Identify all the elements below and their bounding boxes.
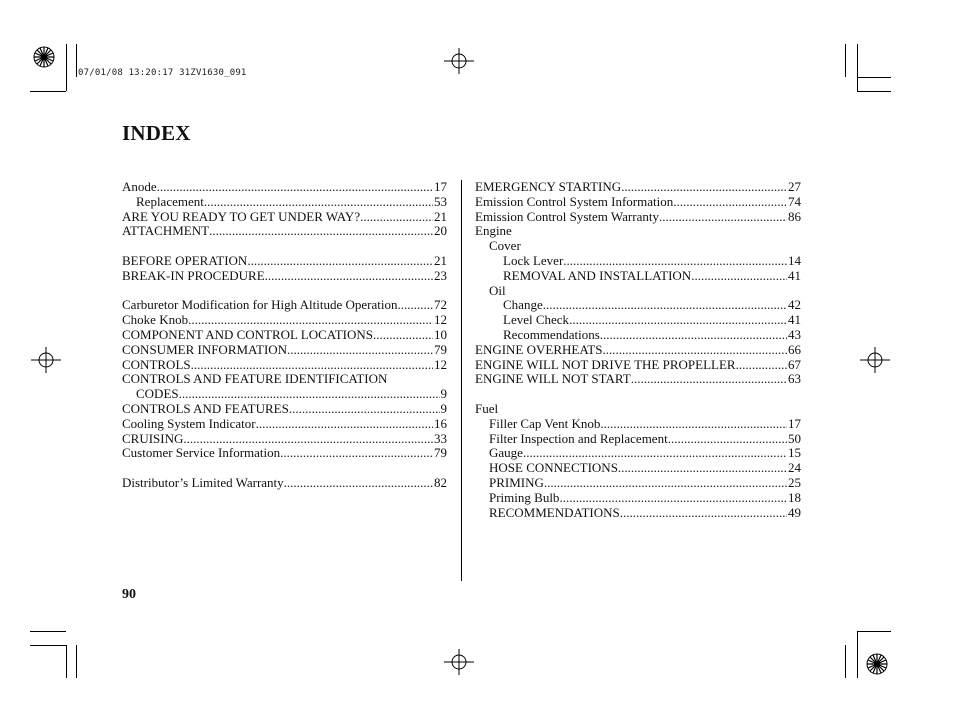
index-entry-page: 49	[788, 504, 801, 520]
index-entry-label: Cooling System Indicator	[122, 415, 256, 431]
index-entry-label: Change	[503, 297, 543, 313]
index-entry-page: 21	[434, 208, 447, 224]
crop-mark-line	[845, 44, 846, 77]
registration-crosshair-icon	[444, 48, 474, 74]
index-entry-page: 21	[434, 252, 447, 268]
registration-starburst-icon	[866, 653, 888, 675]
dot-leader	[157, 180, 433, 195]
dot-leader	[543, 298, 787, 313]
index-entry	[475, 210, 801, 225]
index-entry	[475, 180, 801, 195]
dot-leader	[620, 506, 787, 521]
crop-mark-line	[845, 645, 846, 678]
index-entry	[475, 491, 801, 506]
crop-mark-line	[857, 91, 891, 92]
index-entry-page: 9	[440, 400, 447, 416]
index-entry-page: 17	[434, 179, 447, 194]
index-entry-page: 72	[434, 297, 447, 313]
index-heading: Engine	[475, 223, 512, 239]
index-heading: Fuel	[475, 400, 499, 416]
index-entry	[122, 254, 447, 269]
dot-leader	[209, 224, 433, 239]
index-entry-page: 24	[788, 460, 801, 476]
entry-spacer	[475, 387, 801, 402]
index-entry-label: Anode	[122, 179, 157, 194]
index-entry-label: Replacement	[136, 193, 204, 209]
column-divider	[461, 180, 462, 581]
dot-leader	[256, 417, 433, 432]
dot-leader	[179, 387, 440, 402]
index-entry-page: 67	[788, 356, 801, 372]
registration-crosshair-icon	[31, 347, 61, 373]
index-entry-page: 43	[788, 326, 801, 342]
index-entry-page: 79	[434, 341, 447, 357]
dot-leader	[736, 358, 787, 373]
index-entry-page: 12	[434, 312, 447, 328]
index-entry-page: 63	[788, 371, 801, 387]
index-entry-page: 15	[788, 445, 801, 461]
crop-mark-line	[30, 631, 66, 632]
index-entry-label: BREAK-IN PROCEDURE	[122, 267, 265, 283]
dot-leader	[204, 195, 433, 210]
dot-leader	[191, 358, 433, 373]
registration-starburst-icon	[33, 46, 55, 68]
index-entry-label: Filter Inspection and Replacement	[489, 430, 668, 446]
dot-leader	[544, 476, 787, 491]
index-entry	[122, 417, 447, 432]
index-entry-label: CONSUMER INFORMATION	[122, 341, 288, 357]
index-entry-page: 23	[434, 267, 447, 283]
index-entry-label: ENGINE WILL NOT DRIVE THE PROPELLER	[475, 356, 736, 372]
index-entry-label: Priming Bulb	[489, 489, 560, 505]
dot-leader	[280, 446, 433, 461]
index-entry-label: REMOVAL AND INSTALLATION	[503, 267, 692, 283]
crop-mark-line	[857, 631, 891, 632]
dot-leader	[284, 476, 433, 491]
index-entry-page: 79	[434, 445, 447, 461]
index-entry-label: RECOMMENDATIONS	[489, 504, 620, 520]
dot-leader	[360, 210, 433, 225]
index-entry	[475, 372, 801, 387]
index-entry-page: 41	[788, 312, 801, 328]
index-entry	[122, 387, 447, 402]
index-entry-label: Lock Lever	[503, 252, 564, 268]
index-entry	[475, 313, 801, 328]
index-entry-label: CODES	[136, 386, 179, 402]
index-entry	[122, 298, 447, 313]
index-entry	[122, 343, 447, 358]
index-entry-label: ENGINE WILL NOT START	[475, 371, 631, 387]
index-entry-page: 66	[788, 341, 801, 357]
index-entry-label: ATTACHMENT	[122, 223, 210, 239]
index-entry	[475, 328, 801, 343]
crop-mark-line	[857, 44, 858, 91]
index-entry-page: 12	[434, 356, 447, 372]
index-entry-label: CONTROLS	[122, 356, 191, 372]
index-entry-label: Recommendations	[503, 326, 600, 342]
index-entry-label: Level Check	[503, 312, 570, 328]
index-entry-page: 25	[788, 474, 801, 490]
index-entry-label: ARE YOU READY TO GET UNDER WAY?	[122, 208, 361, 224]
crop-mark-line	[76, 645, 77, 678]
index-entry-label: Customer Service Information	[122, 445, 281, 461]
index-entry-label: COMPONENT AND CONTROL LOCATIONS	[122, 326, 373, 342]
index-entry-label: PRIMING	[489, 474, 544, 490]
index-entry-page: 41	[788, 267, 801, 283]
index-entry-label: Choke Knob	[122, 312, 189, 328]
index-entry	[122, 402, 447, 417]
entry-spacer	[122, 284, 447, 299]
index-heading: Cover	[489, 238, 521, 254]
index-entry-label: Emission Control System Information	[475, 193, 674, 209]
registration-crosshair-icon	[444, 649, 474, 675]
index-entry-label: Gauge	[489, 445, 523, 461]
crop-mark-line	[30, 91, 66, 92]
dot-leader	[188, 313, 433, 328]
index-entry	[475, 269, 801, 284]
entry-spacer	[122, 461, 447, 476]
index-entry-page: 18	[788, 489, 801, 505]
page-title: INDEX	[122, 121, 191, 145]
dot-leader	[618, 461, 787, 476]
index-entry	[122, 358, 447, 373]
dot-leader	[183, 432, 433, 447]
index-entry-page: 53	[434, 193, 447, 209]
dot-leader	[265, 269, 433, 284]
index-entry	[475, 417, 801, 432]
dot-leader	[659, 210, 787, 225]
index-entry-label: BEFORE OPERATION	[122, 252, 248, 268]
index-heading: CONTROLS AND FEATURE IDENTIFICATION	[122, 371, 388, 387]
dot-leader	[668, 432, 787, 447]
index-entry	[122, 476, 447, 491]
index-entry	[122, 446, 447, 461]
index-column-right	[475, 180, 801, 520]
dot-leader	[287, 343, 433, 358]
index-entry-page: 9	[440, 386, 447, 402]
index-entry-label: Distributor’s Limited Warranty	[122, 474, 284, 490]
index-entry-label: ENGINE OVERHEATS	[475, 341, 603, 357]
index-entry-label: HOSE CONNECTIONS	[489, 460, 618, 476]
dot-leader	[523, 446, 787, 461]
index-entry	[122, 313, 447, 328]
dot-leader	[569, 313, 787, 328]
dot-leader	[247, 254, 433, 269]
index-entry-label: Emission Control System Warranty	[475, 208, 659, 224]
index-entry	[475, 298, 801, 313]
dot-leader	[691, 269, 787, 284]
index-entry	[475, 343, 801, 358]
index-entry-label: Filler Cap Vent Knob	[489, 415, 601, 431]
index-entry	[475, 446, 801, 461]
print-timestamp: 07/01/08 13:20:17 31ZV1630_091	[78, 68, 247, 78]
index-entry-page: 27	[788, 179, 801, 194]
index-entry	[122, 224, 447, 239]
index-entry	[122, 180, 447, 195]
dot-leader	[397, 298, 433, 313]
index-entry	[122, 210, 447, 225]
index-entry	[122, 328, 447, 343]
dot-leader	[289, 402, 440, 417]
dot-leader	[602, 343, 787, 358]
crop-mark-line	[857, 77, 891, 78]
index-entry-page: 16	[434, 415, 447, 431]
crop-mark-line	[30, 645, 66, 646]
index-entry-page: 50	[788, 430, 801, 446]
index-entry-page: 14	[788, 252, 801, 268]
index-entry-page: 10	[434, 326, 447, 342]
dot-leader	[621, 180, 787, 195]
index-entry	[475, 461, 801, 476]
index-entry	[122, 269, 447, 284]
index-entry	[475, 476, 801, 491]
dot-leader	[600, 328, 787, 343]
index-entry-label: CRUISING	[122, 430, 184, 446]
dot-leader	[631, 372, 787, 387]
index-entry	[475, 254, 801, 269]
index-entry-page: 42	[788, 297, 801, 313]
index-column-left	[122, 180, 447, 491]
index-entry-page: 20	[434, 223, 447, 239]
index-entry-page: 86	[788, 208, 801, 224]
index-entry-page: 74	[788, 193, 801, 209]
index-entry	[475, 358, 801, 373]
page-number: 90	[122, 587, 136, 602]
crop-mark-line	[66, 645, 67, 678]
registration-crosshair-icon	[860, 347, 890, 373]
entry-spacer	[122, 239, 447, 254]
index-entry-label: Carburetor Modification for High Altitude Operation	[122, 297, 398, 313]
index-entry	[122, 195, 447, 210]
index-entry-page: 17	[788, 415, 801, 431]
dot-leader	[563, 254, 787, 269]
dot-leader	[673, 195, 787, 210]
index-entry-page: 82	[434, 474, 447, 490]
index-entry	[122, 432, 447, 447]
dot-leader	[559, 491, 787, 506]
crop-mark-line	[857, 631, 858, 678]
index-entry	[475, 432, 801, 447]
index-entry	[475, 506, 801, 521]
index-entry-label: CONTROLS AND FEATURES	[122, 400, 289, 416]
index-entry	[475, 195, 801, 210]
dot-leader	[600, 417, 787, 432]
index-heading: Oil	[489, 282, 506, 298]
crop-mark-line	[66, 44, 67, 91]
index-entry-label: EMERGENCY STARTING	[475, 179, 622, 194]
dot-leader	[373, 328, 433, 343]
crop-mark-line	[76, 44, 77, 77]
index-entry-page: 33	[434, 430, 447, 446]
